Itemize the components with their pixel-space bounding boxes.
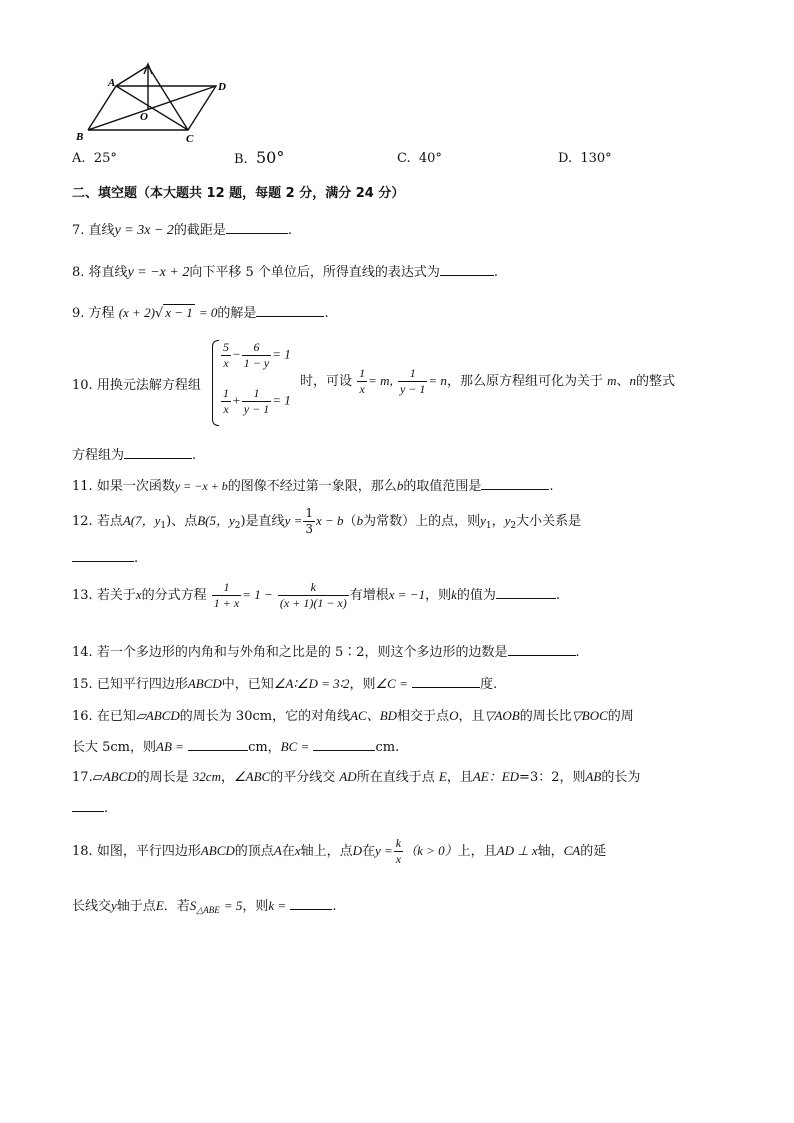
q-text: 直线 (88, 223, 115, 238)
q-text: 相交于点 (397, 709, 450, 724)
q-end: . (192, 448, 197, 463)
ratio: AE：ED (472, 769, 520, 784)
q-text: 的延 (580, 844, 607, 859)
label-a: A (108, 77, 116, 89)
subscript: △ABE (196, 905, 220, 915)
option-value: 25° (93, 151, 117, 166)
label-o: O (140, 111, 148, 123)
q-text: 长线交 (72, 899, 112, 914)
shape-abcd: ▱ABCD (135, 708, 180, 723)
option-letter: D. (558, 151, 573, 166)
triangle-boc: ▽BOC (571, 708, 608, 723)
option-value: 40° (418, 151, 442, 166)
option-c (397, 151, 442, 166)
question-18 (72, 836, 606, 867)
q-text: 的周 (607, 709, 634, 724)
q-end: . (549, 479, 554, 494)
q-end: . (575, 645, 580, 660)
perimeter-value: 32cm (192, 769, 221, 784)
answer-blank[interactable] (188, 737, 248, 751)
q-text: ▱ (92, 770, 103, 785)
q-text: ，则 (349, 677, 376, 692)
condition: （k > 0） (404, 843, 458, 858)
label-c: C (186, 133, 194, 145)
q-equation: y = −x + 2 (127, 265, 190, 280)
frac-den: 1 + x (213, 596, 240, 610)
q-end: . (324, 306, 329, 321)
answer-blank[interactable] (124, 445, 192, 459)
option-letter: B. (234, 152, 248, 167)
q-num: 10. (72, 378, 93, 393)
frac-den: y − 1 (243, 402, 270, 416)
shape-abcd: ABCD (200, 843, 235, 858)
q-text: 时，可设 (300, 374, 353, 389)
equation: = m, (368, 373, 393, 388)
option-value: 130° (580, 151, 612, 166)
question-17-line2 (72, 798, 108, 816)
q-text: ，则 (242, 899, 269, 914)
option-value: 50° (255, 148, 285, 167)
q-end: . (287, 223, 293, 238)
option-a (72, 151, 117, 166)
q-text: )是直线 (240, 514, 285, 529)
q-end: 度. (480, 677, 498, 692)
frac-num: 1 (223, 386, 229, 400)
q-text: 的取值范围是 (403, 479, 482, 494)
label-d: D (218, 81, 226, 93)
q-equation: y = 3x − 2 (114, 223, 174, 238)
question-18-line2 (72, 895, 336, 916)
var-n: n (629, 373, 636, 388)
question-7 (72, 219, 292, 239)
option-b (234, 148, 284, 167)
q-num: 18. (72, 844, 93, 859)
frac-den: x (223, 356, 229, 370)
q-equation: ∠C = (375, 676, 408, 691)
q-text: 若一个多边形的内角和与外角和之比是的 5∶2，则这个多边形的边数是 (96, 645, 508, 660)
q-text: 的解是 (217, 306, 257, 321)
answer-blank[interactable] (508, 642, 576, 656)
answer-blank[interactable] (440, 262, 494, 276)
q-text: ， (491, 514, 505, 529)
q-text: 的平分线交 (270, 770, 336, 785)
equals: = 1 (272, 392, 291, 408)
q-num: 9. (72, 306, 85, 321)
q-equation: x − b (316, 513, 344, 528)
frac-num: 5 (223, 340, 229, 354)
frac-num: 1 (242, 386, 271, 402)
system-row-2 (220, 386, 291, 417)
q-equation: k = (268, 898, 287, 913)
q-text: ，则 (425, 588, 452, 603)
q-text: 轴， (537, 844, 564, 859)
point-e: E (438, 769, 447, 784)
q-equation: = 0 (198, 305, 218, 320)
q-text: =3：2，则 (519, 770, 586, 785)
q-num: 16. (72, 709, 93, 724)
q-text: ，那么原方程组可化为关于 (446, 374, 603, 389)
q-text: ，且 (446, 770, 473, 785)
question-15 (72, 673, 497, 692)
subscript: 1 (485, 521, 492, 531)
q-end: . (493, 265, 499, 280)
point-b: B(5，y (197, 513, 235, 528)
q-end: . (104, 801, 109, 816)
q-text: ．若 (163, 899, 190, 914)
q-text: 的整式 (636, 374, 676, 389)
frac-num: 1 (212, 580, 241, 596)
frac-den: x (395, 852, 402, 866)
frac-num: 1 (398, 366, 427, 382)
var-b: b (356, 513, 364, 528)
answer-blank[interactable] (496, 585, 556, 599)
q-text: 在 (361, 844, 375, 859)
option-d (558, 151, 612, 166)
section-heading: 二、填空题（本大题共 12 题，每题 2 分，满分 24 分） (72, 186, 405, 201)
answer-blank[interactable] (313, 737, 375, 751)
var-x: x (135, 587, 142, 602)
q-end: . (555, 588, 561, 603)
q-equation: y = (374, 843, 393, 858)
q-text: 上，且 (457, 844, 497, 859)
frac-den: y − 1 (399, 382, 426, 396)
q-num: 8. (72, 265, 85, 280)
option-letter: A. (72, 151, 86, 166)
shape-abcd: ABCD (102, 769, 137, 784)
question-12 (72, 506, 581, 537)
q-text: 有增根 (349, 588, 389, 603)
q-equation: = 1 − (242, 587, 273, 602)
answer-blank[interactable] (412, 674, 480, 688)
operator: − (232, 346, 241, 362)
q-text: 用换元法解方程组 (96, 378, 201, 393)
frac-num: k (395, 836, 402, 850)
q-end: . (134, 551, 139, 566)
q-num: 15. (72, 677, 93, 692)
question-17 (72, 766, 640, 785)
q-text: 如果一次函数 (96, 479, 175, 494)
q-text: 中，已知 (221, 677, 274, 692)
parallelogram-figure (70, 58, 240, 146)
q-text: 方程组为 (72, 448, 125, 463)
q-text: 的周长为 30cm，它的对角线 (179, 709, 351, 724)
answer-blank[interactable] (72, 798, 104, 812)
q-text: 、 (616, 374, 630, 389)
angle-abc: ∠ABC (233, 769, 271, 784)
question-9: 9. 方程 (x + 2)√ x − 1 = 0的解是 . (72, 305, 329, 321)
frac-num: 1 (305, 506, 313, 520)
q-text: 长大 5cm，则 (72, 740, 157, 755)
equation: = n (428, 373, 447, 388)
q-text: 的值为 (456, 588, 496, 603)
question-16-line2 (72, 736, 399, 755)
q-text: 为常数）上的点，则 (363, 514, 481, 529)
q-equation: AB = (156, 739, 184, 754)
subscript: 2 (234, 521, 241, 531)
var-y2: y (504, 513, 511, 528)
q-text: 如图，平行四边形 (96, 844, 201, 859)
q-equation: BC = (280, 739, 310, 754)
sqrt-radicand: x − 1 (165, 305, 193, 320)
q-text: 已知平行四边形 (96, 677, 188, 692)
var-m: m (607, 373, 617, 388)
q-text: 的分式方程 (141, 588, 207, 603)
q-text: 向下平移 5 个单位后，所得直线的表达式为 (189, 265, 440, 280)
frac-num: 1 (359, 366, 366, 380)
q-text: 若关于 (96, 588, 136, 603)
diagonal-bd (88, 86, 216, 130)
point-a: A(7，y (122, 513, 161, 528)
q-text: 方程 (88, 306, 115, 321)
segment-ca: CA (563, 843, 581, 858)
q-text: 大小关系是 (516, 514, 582, 529)
question-16 (72, 705, 634, 724)
line-a-upper (116, 66, 148, 86)
q-equation: y = −x + b (174, 479, 228, 493)
unit: cm (375, 740, 396, 755)
var-b: b (396, 478, 404, 493)
frac-den: x (359, 382, 365, 396)
q-text: 的长为 (601, 770, 641, 785)
q-equation: y = (284, 513, 303, 528)
q-num: 14. (72, 645, 93, 660)
q-text: 在 (281, 844, 295, 859)
q-text: 的周长比 (519, 709, 572, 724)
q-text: 的周长是 (136, 770, 189, 785)
question-13 (72, 580, 560, 611)
question-8 (72, 261, 498, 281)
subscript: 2 (510, 521, 517, 531)
answer-blank[interactable] (256, 303, 324, 317)
segment-ad: AD (339, 769, 357, 784)
q-text: ， (220, 770, 234, 785)
point-a: A (273, 843, 282, 858)
perpendicular: AD ⊥ x (496, 843, 538, 858)
unit: cm， (248, 740, 281, 755)
option-letter: C. (397, 151, 411, 166)
var-y1: y (480, 513, 486, 528)
equals: = 1 (272, 346, 291, 362)
question-11 (72, 475, 553, 494)
question-10-cont (300, 366, 675, 397)
operator: + (232, 392, 241, 408)
q-text: 所在直线于点 (356, 770, 435, 785)
answer-blank[interactable] (72, 548, 134, 562)
q-text: )、点 (166, 514, 198, 529)
subscript: 1 (160, 521, 167, 531)
frac-num: k (278, 580, 349, 596)
q-num: 11. (72, 479, 93, 494)
q-equation: x = −1 (388, 587, 426, 602)
var-y: y (111, 898, 117, 913)
point-d: D (352, 843, 362, 858)
answer-blank[interactable] (481, 476, 549, 490)
point-e: E (155, 898, 164, 913)
q-text: 若点 (96, 514, 123, 529)
triangle-aob: ▽AOB (484, 708, 520, 723)
frac-den: (x + 1)(1 − x) (279, 596, 347, 610)
point-o: O (449, 708, 459, 723)
q-text: 的截距是 (173, 223, 226, 238)
q-text: （ (343, 514, 357, 529)
q-num: 17. (72, 770, 93, 785)
label-b: B (76, 131, 84, 143)
q-equation: ∠A∶∠D = 3∶2 (273, 676, 350, 691)
q-text: 的顶点 (234, 844, 274, 859)
area-symbol: S (189, 898, 197, 913)
system-row-1 (220, 340, 291, 371)
frac-num: 6 (242, 340, 271, 356)
q-end: . (395, 740, 400, 755)
frac-den: x (223, 402, 229, 416)
q-text: 将直线 (88, 265, 128, 280)
q-equation: (x + 2) (118, 305, 155, 320)
system-brace (212, 340, 219, 426)
diagonals: AC、BD (350, 708, 398, 723)
question-10-label (72, 374, 201, 393)
var-x: x (294, 843, 301, 858)
q-num: 7. (72, 223, 85, 238)
q-text: 的图像不经过第一象限，那么 (227, 479, 397, 494)
q-text: ，且 (458, 709, 485, 724)
frac-den: 1 − y (243, 356, 270, 370)
question-12-line2 (72, 548, 138, 566)
segment-ab: AB (585, 769, 602, 784)
q-end: . (332, 899, 337, 914)
answer-blank[interactable] (290, 896, 332, 910)
q-text: 轴于点 (116, 899, 156, 914)
question-10-line2 (72, 444, 196, 463)
shape-abcd: ABCD (187, 676, 222, 691)
frac-den: 3 (305, 522, 313, 536)
q-num: 12. (72, 514, 93, 529)
q-num: 13. (72, 588, 93, 603)
answer-blank[interactable] (226, 220, 288, 234)
q-text: 轴上，点 (300, 844, 353, 859)
question-14 (72, 641, 580, 660)
q-text: 在已知 (96, 709, 136, 724)
var-k: k (451, 587, 457, 602)
q-equation: = 5 (223, 898, 243, 913)
